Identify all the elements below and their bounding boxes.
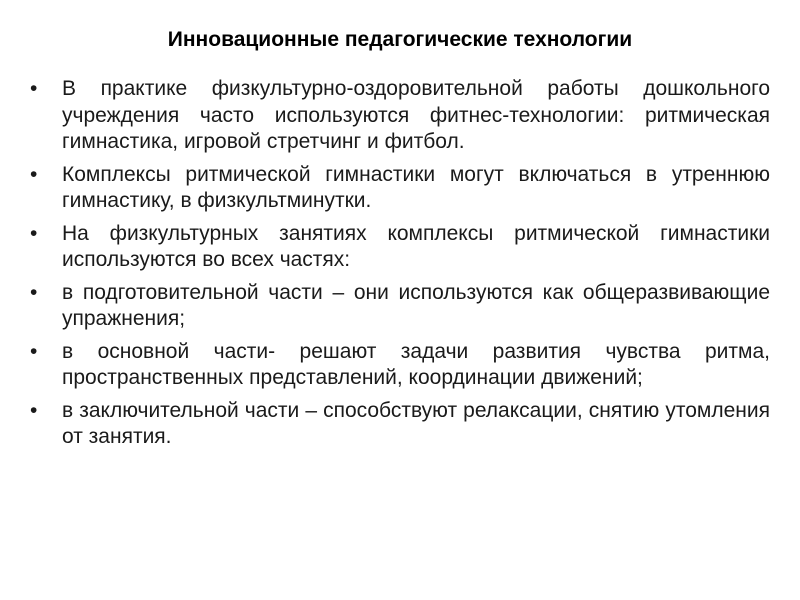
bullet-text: в заключительной части – способствуют релаксации, снятию утомления от занятия. <box>62 398 770 448</box>
bullet-marker: • <box>30 280 38 304</box>
bullet-item <box>30 398 770 451</box>
bullet-item <box>30 280 770 333</box>
bullet-text: В практике физкультурно-оздоровительной работы дошкольного учреждения часто используются фитнес-технологии: ритмическая гимнастика, игровой стретчинг и фитбол. <box>62 77 770 153</box>
bullet-item <box>30 339 770 392</box>
bullet-text: Комплексы ритмической гимнастики могут включаться в утреннюю гимнастику, в физкультминутки. <box>62 162 770 212</box>
bullet-text: в подготовительной части – они используются как общеразвивающие упражнения; <box>62 280 770 330</box>
bullet-list <box>30 76 770 457</box>
bullet-marker: • <box>30 77 38 100</box>
bullet-item <box>30 162 770 215</box>
slide-title: Инновационные педагогические технологии <box>167 28 633 51</box>
bullet-marker: • <box>30 221 38 245</box>
bullet-marker: • <box>30 162 38 186</box>
bullet-marker: • <box>30 339 38 363</box>
bullet-text: На физкультурных занятиях комплексы ритмической гимнастики используются во всех частях: <box>62 221 770 271</box>
bullet-text: в основной части- решают задачи развития чувства ритма, пространственных представлений, координации движений; <box>62 339 770 389</box>
bullet-item <box>30 221 770 274</box>
bullet-item <box>30 76 770 156</box>
bullet-marker: • <box>30 398 38 422</box>
